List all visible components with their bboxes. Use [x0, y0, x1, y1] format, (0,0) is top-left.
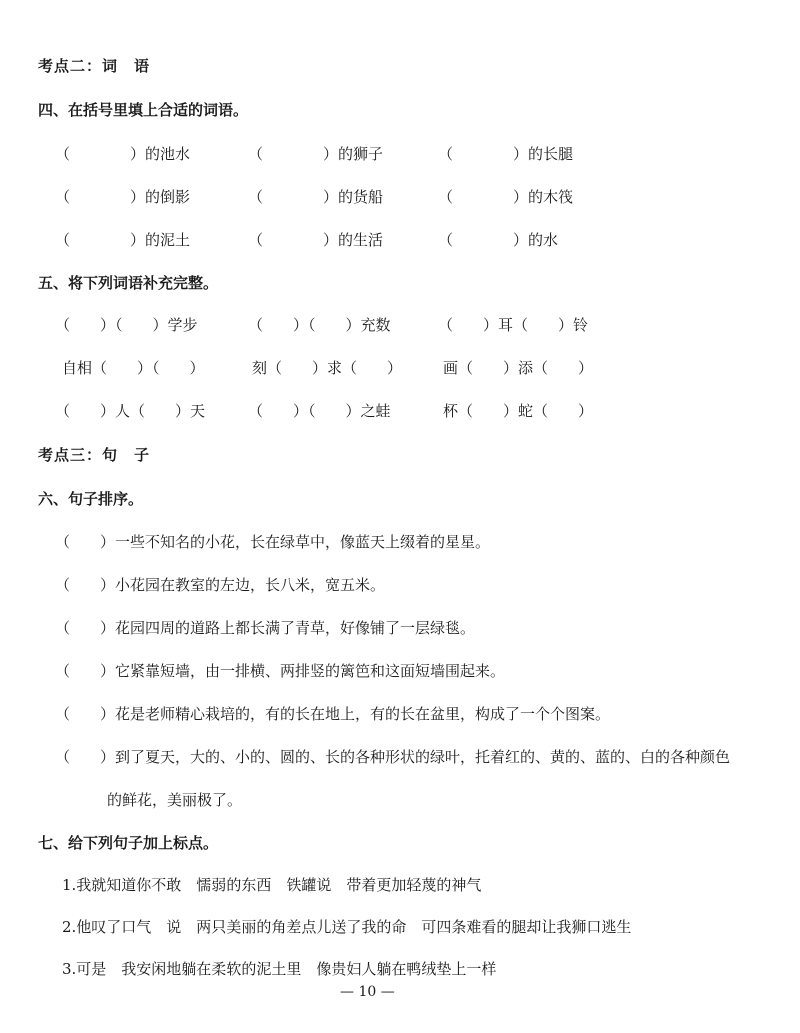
- q6-item: （ ）小花园在教室的左边，长八米，宽五米。: [55, 576, 386, 594]
- section-heading-kaodian-3: 考点三：句 子: [38, 446, 151, 464]
- section-heading-kaodian-2: 考点二：词 语: [38, 57, 151, 75]
- q5-cell: 刻（ ）求（ ）: [252, 359, 403, 377]
- q7-item: 2.他叹了口气 说 两只美丽的角差点儿送了我的命 可四条难看的腿却让我狮口逃生: [62, 918, 632, 936]
- q6-item: （ ）一些不知名的小花，长在绿草中，像蓝天上缀着的星星。: [55, 533, 491, 551]
- q4-cell: （ ）的狮子: [248, 145, 384, 163]
- q6-item: （ ）花是老师精心栽培的，有的长在地上，有的长在盆里，构成了一个个图案。: [55, 705, 611, 723]
- q5-cell: （ ）（ ）之蛙: [248, 402, 391, 420]
- q4-cell: （ ）的货船: [248, 188, 384, 206]
- q7-item: 1.我就知道你不敢 懦弱的东西 铁罐说 带着更加轻蔑的神气: [62, 876, 482, 894]
- q5-cell: （ ）人（ ）天: [55, 402, 206, 420]
- question-4-title: 四、在括号里填上合适的词语。: [38, 101, 249, 119]
- q4-cell: （ ）的长腿: [438, 145, 574, 163]
- q6-item: （ ）它紧靠短墙，由一排横、两排竖的篱笆和这面短墙围起来。: [55, 662, 506, 680]
- q6-item: （ ）到了夏天，大的、小的、圆的、长的各种形状的绿叶，托着红的、黄的、蓝的、白的各种颜色: [55, 748, 731, 766]
- q5-cell: （ ）（ ）充数: [248, 316, 391, 334]
- q7-item: 3.可是 我安闲地躺在柔软的泥土里 像贵妇人躺在鸭绒垫上一样: [62, 960, 497, 978]
- q4-cell: （ ）的泥土: [55, 231, 191, 249]
- q4-cell: （ ）的生活: [248, 231, 384, 249]
- q5-cell: （ ）耳（ ）铃: [438, 316, 589, 334]
- q5-cell: （ ）（ ）学步: [55, 316, 198, 334]
- q5-cell: 画（ ）添（ ）: [443, 359, 594, 377]
- question-6-title: 六、句子排序。: [38, 490, 144, 508]
- q6-item: （ ）花园四周的道路上都长满了青草，好像铺了一层绿毯。: [55, 619, 476, 637]
- q5-cell: 杯（ ）蛇（ ）: [443, 402, 594, 420]
- q6-item-continuation: 的鲜花，美丽极了。: [107, 791, 243, 809]
- q4-cell: （ ）的倒影: [55, 188, 191, 206]
- q4-cell: （ ）的木筏: [438, 188, 574, 206]
- question-7-title: 七、给下列句子加上标点。: [38, 834, 219, 852]
- question-5-title: 五、将下列词语补充完整。: [38, 274, 219, 292]
- q4-cell: （ ）的池水: [55, 145, 191, 163]
- page-number: — 10 —: [340, 984, 395, 1000]
- q5-cell: 自相（ ）（ ）: [62, 359, 205, 377]
- q4-cell: （ ）的水: [438, 231, 559, 249]
